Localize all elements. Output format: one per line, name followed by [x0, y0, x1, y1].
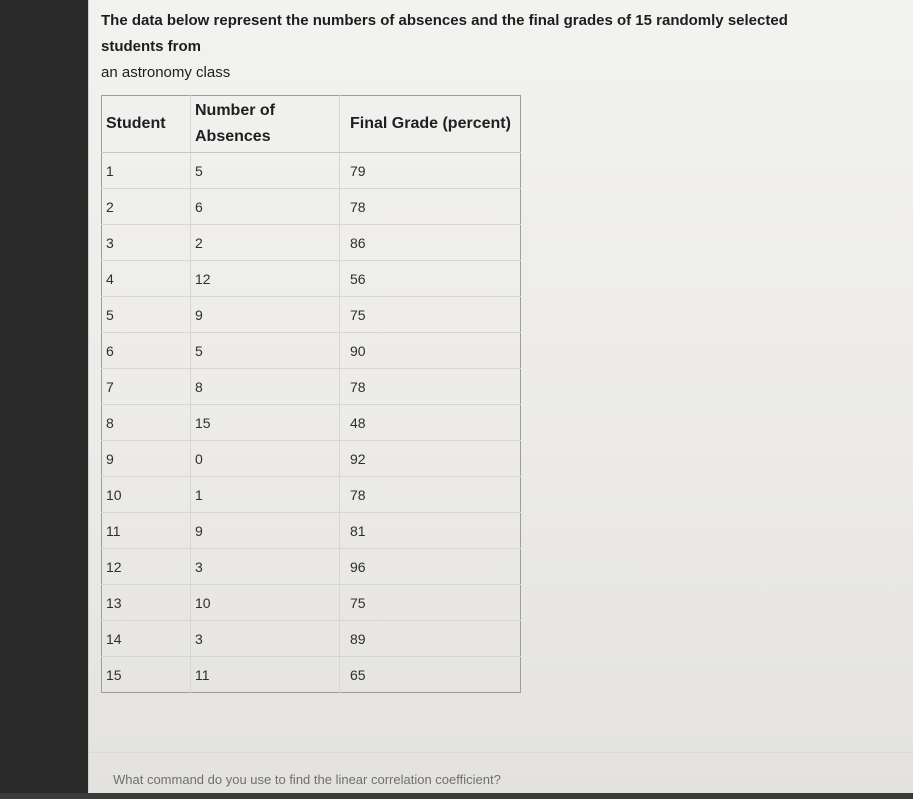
table-row [102, 261, 521, 297]
problem-statement [101, 8, 861, 86]
table-row [102, 513, 521, 549]
cell-student: 14 [102, 621, 191, 657]
cell-final-grade: 65 [340, 657, 521, 693]
cell-student: 5 [102, 297, 191, 333]
cell-student: 9 [102, 441, 191, 477]
cell-final-grade: 48 [340, 405, 521, 441]
screen-bottom-edge [0, 793, 913, 799]
cell-absences: 3 [191, 621, 340, 657]
intro-line-2: students from [101, 38, 202, 55]
cell-final-grade: 96 [340, 549, 521, 585]
intro-line-1: The data below represent the numbers of absences and the final grades of 15 randomly selected [101, 12, 788, 29]
table-row [102, 405, 521, 441]
cell-absences: 2 [191, 225, 340, 261]
cell-absences: 15 [191, 405, 340, 441]
cell-final-grade: 75 [340, 585, 521, 621]
data-table [101, 95, 521, 693]
cell-student: 2 [102, 189, 191, 225]
cell-student: 3 [102, 225, 191, 261]
table-row [102, 225, 521, 261]
intro-line-3: an astronomy class [101, 64, 231, 81]
header-absences-line1: Number of [195, 102, 275, 119]
cell-student: 1 [102, 153, 191, 189]
header-absences [191, 96, 340, 153]
document-page [88, 0, 913, 799]
cell-final-grade: 75 [340, 297, 521, 333]
cell-final-grade: 89 [340, 621, 521, 657]
header-final-grade: Final Grade (percent) [340, 96, 521, 153]
table-row [102, 369, 521, 405]
table-row [102, 585, 521, 621]
table-row [102, 477, 521, 513]
table-body [102, 153, 521, 693]
cell-absences: 11 [191, 657, 340, 693]
cell-student: 6 [102, 333, 191, 369]
table-row [102, 333, 521, 369]
cell-student: 13 [102, 585, 191, 621]
cell-student: 10 [102, 477, 191, 513]
cell-student: 7 [102, 369, 191, 405]
cell-student: 11 [102, 513, 191, 549]
table-row [102, 621, 521, 657]
cell-absences: 9 [191, 513, 340, 549]
cell-final-grade: 78 [340, 369, 521, 405]
header-absences-line2: Absences [195, 128, 271, 145]
header-student: Student [102, 96, 191, 153]
cell-final-grade: 81 [340, 513, 521, 549]
cell-absences: 0 [191, 441, 340, 477]
cell-student: 15 [102, 657, 191, 693]
cell-student: 12 [102, 549, 191, 585]
cell-absences: 5 [191, 333, 340, 369]
table-row [102, 657, 521, 693]
cell-final-grade: 90 [340, 333, 521, 369]
table-row [102, 189, 521, 225]
cell-absences: 9 [191, 297, 340, 333]
table-header-row [102, 96, 521, 153]
cell-absences: 12 [191, 261, 340, 297]
cell-absences: 6 [191, 189, 340, 225]
cell-final-grade: 79 [340, 153, 521, 189]
cell-final-grade: 78 [340, 189, 521, 225]
table-row [102, 297, 521, 333]
cell-absences: 10 [191, 585, 340, 621]
divider [89, 752, 913, 753]
cell-student: 8 [102, 405, 191, 441]
cell-student: 4 [102, 261, 191, 297]
table-row [102, 549, 521, 585]
cell-absences: 1 [191, 477, 340, 513]
cell-final-grade: 56 [340, 261, 521, 297]
table-row [102, 153, 521, 189]
cell-final-grade: 92 [340, 441, 521, 477]
table-row [102, 441, 521, 477]
cell-final-grade: 78 [340, 477, 521, 513]
cell-absences: 5 [191, 153, 340, 189]
cell-absences: 3 [191, 549, 340, 585]
question-text: What command do you use to find the linear correlation coefficient? [113, 772, 501, 787]
cell-absences: 8 [191, 369, 340, 405]
cell-final-grade: 86 [340, 225, 521, 261]
